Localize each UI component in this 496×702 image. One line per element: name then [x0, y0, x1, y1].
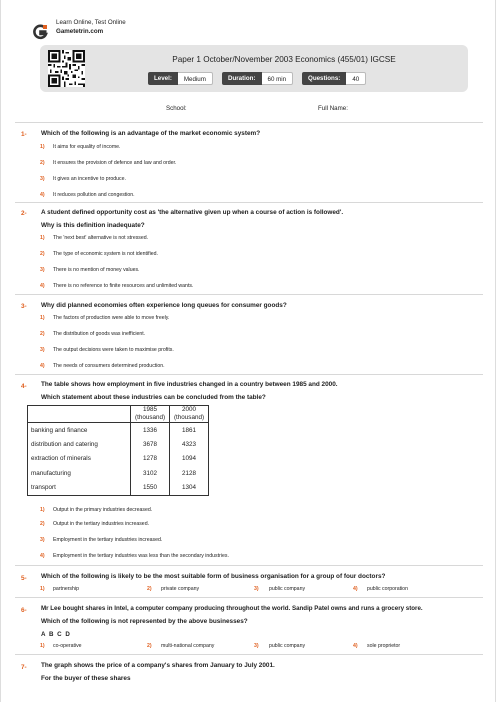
option-number: 4): [353, 586, 358, 592]
table-row: [28, 452, 209, 467]
industry-cell: manufacturing: [28, 466, 131, 481]
level-value: Medium: [178, 72, 213, 85]
option-text[interactable]: Output in the tertiary industries increased.: [53, 521, 150, 527]
option-text[interactable]: public corporation: [367, 586, 408, 592]
level-badge: [148, 72, 213, 85]
industry-cell: distribution and catering: [28, 437, 131, 452]
option-number: 1): [40, 507, 45, 513]
option-text[interactable]: public company: [269, 643, 306, 649]
option-number: 3): [40, 347, 45, 353]
table-header-industry: [28, 406, 131, 423]
paper-header: [40, 45, 468, 92]
question-number: 1-: [21, 131, 27, 138]
option-text[interactable]: The distribution of goods was inefficient.: [53, 331, 146, 337]
fullname-field-label: Full Name:: [318, 105, 348, 112]
header-unit: (thousand): [173, 414, 205, 421]
header-year: 1985: [143, 406, 158, 413]
table-row: [28, 466, 209, 481]
questions-badge: [302, 72, 366, 85]
option-number: 1): [40, 315, 45, 321]
question-text: Which of the following is an advantage of the market economic system?: [41, 130, 261, 137]
option-number: 2): [40, 160, 45, 166]
duration-badge: [222, 72, 293, 85]
option-number: 4): [40, 283, 45, 289]
table-header-1985: [131, 406, 170, 423]
divider: [15, 565, 483, 566]
school-field-label: School:: [166, 105, 187, 112]
option-text[interactable]: Employment in the tertiary industries increased.: [53, 537, 163, 543]
option-text[interactable]: There is no reference to finite resources and unlimited wants.: [53, 283, 194, 289]
option-text[interactable]: The needs of consumers determined production.: [53, 363, 165, 369]
paper-title: Paper 1 October/November 2003 Economics (455/01) IGCSE: [172, 55, 396, 64]
header-year: 2000: [182, 406, 197, 413]
value-1985-cell: 1550: [131, 481, 170, 496]
divider: [15, 294, 483, 295]
option-number: 2): [147, 586, 152, 592]
question-text: The table shows how employment in five industries changed in a country between 1985 and 2000.: [41, 381, 338, 388]
option-number: 4): [40, 363, 45, 369]
question-number: 5-: [21, 575, 27, 582]
brand-header: [31, 19, 126, 41]
brand-tagline: Learn Online, Test Online: [56, 19, 126, 26]
option-text[interactable]: public company: [269, 586, 306, 592]
option-text[interactable]: It ensures the provision of defence and law and order.: [53, 160, 177, 166]
question-number: 4-: [21, 383, 27, 390]
option-text[interactable]: The factors of production were able to move freely.: [53, 315, 170, 321]
value-1985-cell: 1278: [131, 452, 170, 467]
question-number: 6-: [21, 607, 27, 614]
option-text[interactable]: The 'next best' alternative is not stressed.: [53, 235, 149, 241]
industry-cell: banking and finance: [28, 423, 131, 438]
option-text[interactable]: multi-national company: [161, 643, 215, 649]
value-1985-cell: 3678: [131, 437, 170, 452]
option-number: 3): [40, 537, 45, 543]
brand-site-name: Gametetrin.com: [56, 27, 104, 35]
option-text[interactable]: It gives an incentive to produce.: [53, 176, 126, 182]
question-text: Why did planned economies often experience long queues for consumer goods?: [41, 302, 287, 309]
option-number: 3): [40, 176, 45, 182]
option-text[interactable]: Employment in the tertiary industries was less than the secondary industries.: [53, 553, 229, 559]
option-number: 1): [40, 235, 45, 241]
divider: [15, 202, 483, 203]
option-text[interactable]: co-operative: [53, 643, 82, 649]
header-unit: (thousand): [134, 414, 166, 421]
option-text[interactable]: There is no mention of money values.: [53, 267, 140, 273]
option-text[interactable]: Output in the primary industries decreased.: [53, 507, 153, 513]
option-text[interactable]: It reduces pollution and congestion.: [53, 192, 135, 198]
question-number: 3-: [21, 303, 27, 310]
question-text: The graph shows the price of a company's shares from January to July 2001.: [41, 662, 275, 669]
questions-label: Questions:: [302, 72, 346, 85]
table-row: [28, 423, 209, 438]
option-number: 3): [254, 643, 259, 649]
option-number: 3): [40, 267, 45, 273]
value-1985-cell: 1336: [131, 423, 170, 438]
industry-cell: transport: [28, 481, 131, 496]
question-text-line2: For the buyer of these shares: [41, 675, 131, 682]
question-number: 7-: [21, 664, 27, 671]
option-text[interactable]: partnership: [53, 586, 79, 592]
option-number: 1): [40, 643, 45, 649]
option-text[interactable]: sole proprietor: [367, 643, 401, 649]
option-text[interactable]: private company: [161, 586, 200, 592]
option-number: 4): [353, 643, 358, 649]
question-text-line2: Why is this definition inadequate?: [41, 222, 145, 229]
value-2000-cell: 1304: [182, 484, 197, 491]
table-header-2000: [170, 406, 209, 423]
question-text: A student defined opportunity cost as 'the alternative given up when a course of action is followed'.: [41, 209, 344, 216]
option-number: 2): [147, 643, 152, 649]
employment-table: [27, 405, 209, 496]
answer-letters: A B C D: [41, 631, 71, 638]
value-2000-cell: 4323: [182, 440, 197, 448]
option-text[interactable]: It aims for equality of income.: [53, 144, 121, 150]
option-number: 2): [40, 331, 45, 337]
table-row: [28, 437, 209, 452]
site-logo-icon: [31, 23, 49, 41]
divider: [15, 597, 483, 598]
table-header-row: [28, 406, 209, 423]
option-number: 2): [40, 251, 45, 257]
option-text[interactable]: The type of economic system is not identified.: [53, 251, 158, 257]
option-number: 4): [40, 192, 45, 198]
question-text-line2: Which statement about these industries can be concluded from the table?: [41, 394, 266, 401]
table-row: [28, 481, 209, 496]
value-2000-cell: 1861: [182, 426, 197, 434]
option-number: 4): [40, 553, 45, 559]
industry-cell: extraction of minerals: [28, 452, 131, 467]
value-1985-cell: 3102: [131, 466, 170, 481]
question-text: Mr Lee bought shares in Intel, a computer company producing throughout the world. Sandip Patel owns and runs a grocery store.: [41, 605, 423, 612]
value-2000-cell: 1094: [182, 455, 197, 463]
question-text-line2: Which of the following is not represented by the above businesses?: [41, 618, 248, 625]
option-number: 2): [40, 521, 45, 527]
duration-value: 60 min: [262, 72, 294, 85]
option-number: 1): [40, 586, 45, 592]
questions-value: 40: [346, 72, 366, 85]
divider: [15, 122, 483, 123]
option-text[interactable]: The output decisions were taken to maximise profits.: [53, 347, 174, 353]
option-number: 1): [40, 144, 45, 150]
question-text: Which of the following is likely to be the most suitable form of business organisation for a group of four doctors?: [41, 573, 386, 580]
divider: [15, 374, 483, 375]
question-number: 2-: [21, 210, 27, 217]
divider: [15, 654, 483, 655]
duration-label: Duration:: [222, 72, 262, 85]
value-2000-cell: 2128: [182, 469, 197, 477]
level-label: Level:: [148, 72, 178, 85]
option-number: 3): [254, 586, 259, 592]
